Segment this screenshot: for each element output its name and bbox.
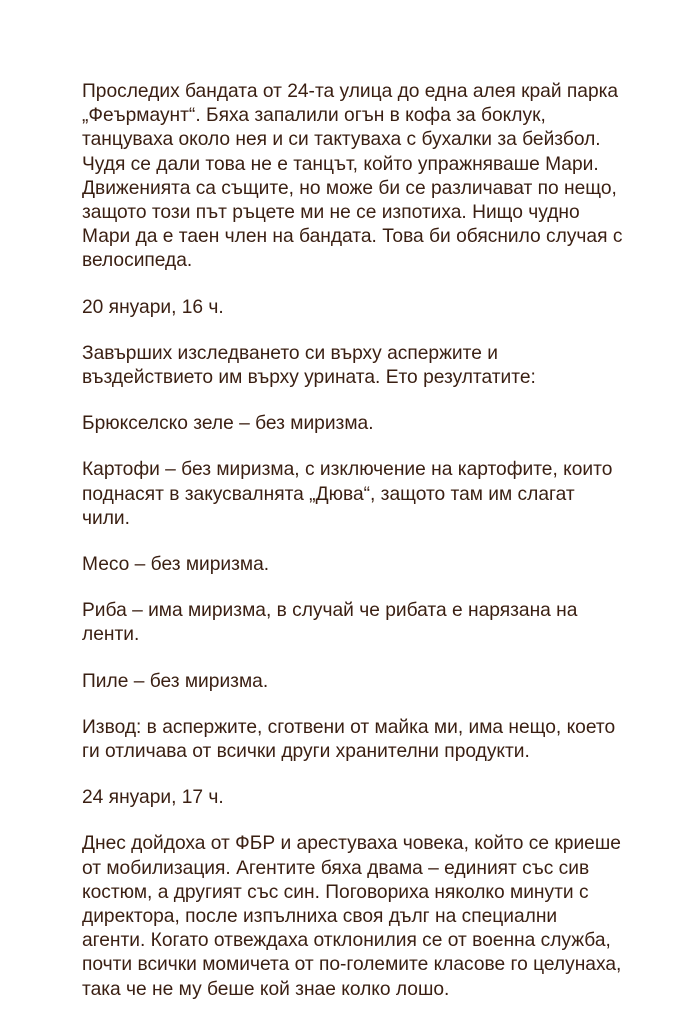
text-line: Извод: в аспержите, сготвени от майка ми, има нещо, което [82,716,616,738]
text-line: Завърших изследването си върху аспержите и [82,342,498,364]
paragraph [82,599,622,647]
paragraph [82,553,622,577]
paragraph [82,458,622,531]
text-line: 24 януари, 17 ч. [82,787,224,809]
paragraph [82,296,622,320]
paragraph [82,342,622,390]
text-line: Проследих бандата от 24-та улица до една алея край парка [82,81,619,102]
text-line: от мобилизация. Агентите бяха двама – единият със сив [82,857,590,879]
text-line: Пиле – без миризма. [82,670,269,692]
text-line: танцуваха около нея и си тактуваха с бухалки за бейзбол. [82,129,601,151]
text-line: Чудя се дали това не е танцът, който упражняваше Мари. [82,153,599,175]
document-body [82,80,622,1024]
text-line: „Феърмаунт“. Бяха запалили огън в кофа за боклук, [82,105,546,127]
paragraph [82,670,622,694]
text-line: ленти. [82,624,140,646]
text-line: Движенията са същите, но може би се различават по нещо, [82,177,617,199]
text-line: Картофи – без миризма, с изключение на картофите, които [82,459,613,481]
text-line: костюм, а другият със син. Поговориха няколко минути с [82,881,589,903]
text-line: въздействието им върху урината. Ето резултатите: [82,367,536,389]
paragraph [82,80,622,274]
text-line: Месо – без миризма. [82,554,270,576]
text-line: ги отличава от всички други хранителни продукти. [82,741,530,763]
text-line: така че не му беше кой знае колко лошо. [82,978,450,1000]
text-line: директора, после изпълниха своя дълг на специални [82,906,558,928]
paragraph [82,716,622,764]
text-line: 20 януари, 16 ч. [82,296,224,318]
text-line: почти всички момичета от по-големите класове го целунаха, [82,954,622,976]
text-line: Брюкселско зеле – без миризма. [82,413,374,435]
text-line: велосипеда. [82,250,193,272]
paragraph [82,786,622,810]
text-line: Мари да е таен член на бандата. Това би обяснило случая с [82,226,623,248]
text-line: чили. [82,507,130,529]
text-line: Риба – има миризма, в случай че рибата е нарязана на [82,600,578,622]
text-line: защото този път ръцете ми не се изпотиха. Нищо чудно [82,202,580,224]
text-line: поднасят в закусвалнята „Дюва“, защото там им слагат [82,483,575,505]
text-line: агенти. Когато отвеждаха отклонилия се от военна служба, [82,930,611,952]
paragraph [82,412,622,436]
paragraph [82,832,622,1001]
text-line: Днес дойдоха от ФБР и арестуваха човека, който се криеше [82,833,621,855]
